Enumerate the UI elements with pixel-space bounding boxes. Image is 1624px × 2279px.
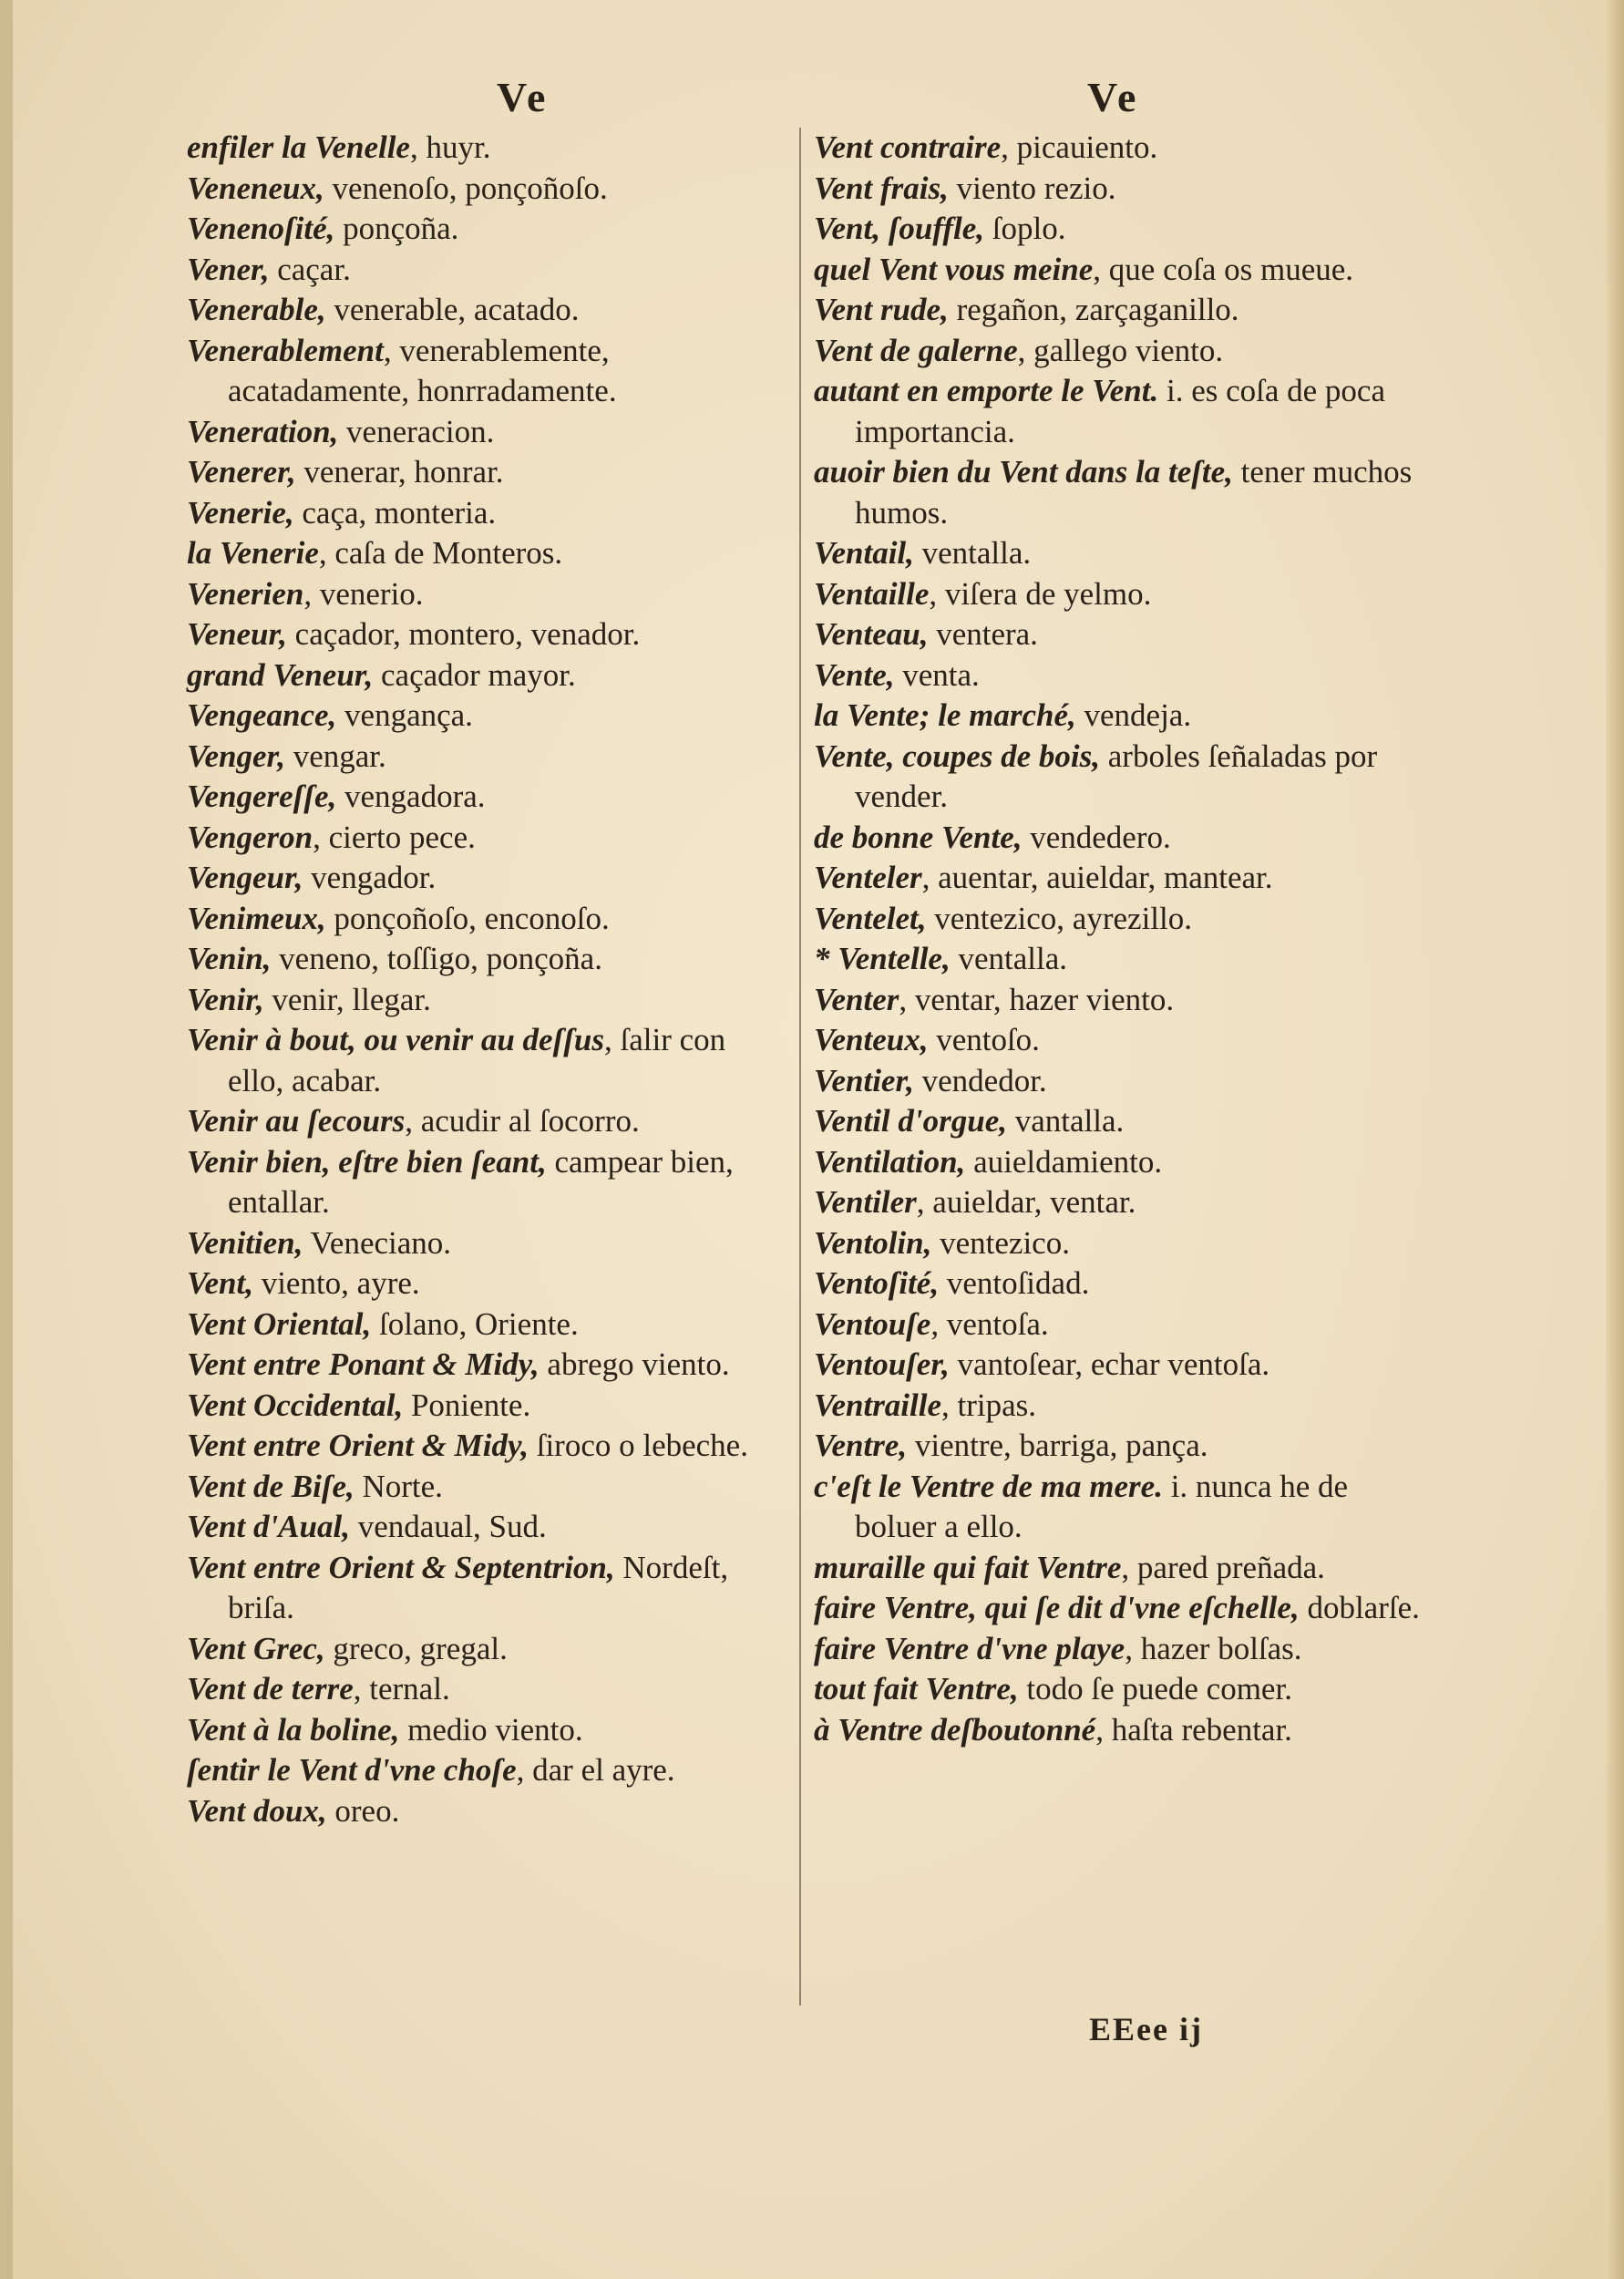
- dictionary-entry: [814, 290, 1429, 331]
- entry-headword: Vent à la boline,: [187, 1711, 400, 1748]
- entry-translation: caça, monteria.: [293, 494, 497, 531]
- entry-translation: vendedor.: [913, 1062, 1047, 1098]
- dictionary-entry: [187, 1426, 788, 1467]
- entry-translation: ponçoñoſo, enconoſo.: [325, 900, 610, 936]
- entry-translation: doblarſe.: [1299, 1590, 1420, 1625]
- entry-headword: Vengeance,: [187, 697, 337, 733]
- dictionary-entry: [814, 1588, 1429, 1629]
- entry-translation: , auentar, auieldar, mantear.: [921, 860, 1273, 895]
- dictionary-entry: [814, 1263, 1429, 1304]
- left-entry-list: [187, 128, 788, 1831]
- entry-translation: caçador mayor.: [373, 656, 576, 693]
- entry-headword: muraille qui fait Ventre: [814, 1549, 1122, 1585]
- dictionary-entry: [814, 1101, 1429, 1142]
- entry-translation: tener muchos humos.: [855, 454, 1413, 531]
- dictionary-entry: [814, 1386, 1429, 1427]
- entry-translation: , dar el ayre.: [516, 1752, 675, 1788]
- dictionary-entry: [814, 1548, 1429, 1589]
- entry-translation: , que coſa os mueue.: [1093, 251, 1354, 287]
- dictionary-entry: [187, 1669, 788, 1710]
- entry-headword: Vent Grec,: [187, 1630, 325, 1666]
- dictionary-entry: [187, 1791, 788, 1832]
- entry-translation: abrego viento.: [539, 1346, 730, 1382]
- entry-headword: Vent de galerne: [814, 332, 1018, 368]
- entry-headword: Ventolin,: [814, 1224, 932, 1261]
- entry-translation: , viſera de yelmo.: [929, 575, 1152, 612]
- dictionary-entry: [187, 1629, 788, 1670]
- entry-headword: Ventouſer,: [814, 1346, 950, 1382]
- entry-headword: Vent doux,: [187, 1792, 327, 1829]
- entry-translation: , ternal.: [353, 1671, 450, 1707]
- entry-headword: Venir au ſecours: [187, 1103, 406, 1139]
- entry-headword: tout fait Ventre,: [814, 1671, 1019, 1707]
- entry-translation: vientre, barriga, pança.: [907, 1428, 1208, 1463]
- dictionary-entry: [187, 1710, 788, 1751]
- dictionary-entry: [187, 1548, 788, 1629]
- entry-headword: Venger,: [187, 737, 285, 774]
- entry-translation: , haſta rebentar.: [1095, 1711, 1292, 1748]
- entry-translation: auieldamiento.: [965, 1143, 1163, 1180]
- dictionary-entry: [187, 696, 788, 737]
- entry-headword: Venerer,: [187, 454, 296, 490]
- entry-headword: Ventouſe: [814, 1305, 931, 1342]
- dictionary-entry: [187, 980, 788, 1021]
- entry-headword: ſentir le Vent d'vne choſe: [187, 1752, 517, 1788]
- entry-headword: faire Ventre d'vne playe: [814, 1630, 1125, 1666]
- entry-translation: vendeja.: [1075, 697, 1192, 733]
- entry-headword: Ventil d'orgue,: [814, 1103, 1007, 1139]
- entry-headword: Venir à bout, ou venir au deſſus: [187, 1022, 604, 1057]
- entry-translation: , caſa de Monteros.: [318, 535, 563, 571]
- dictionary-entry: [814, 1182, 1429, 1223]
- entry-headword: Venerablement: [187, 332, 384, 368]
- dictionary-entry: [814, 1142, 1429, 1183]
- dictionary-entry: [814, 655, 1429, 696]
- entry-translation: todo ſe puede comer.: [1018, 1671, 1292, 1707]
- entry-translation: , tripas.: [941, 1387, 1037, 1423]
- entry-headword: Vent de terre: [187, 1671, 354, 1707]
- dictionary-entry: [187, 899, 788, 940]
- entry-translation: ponçoña.: [334, 211, 459, 246]
- dictionary-entry: [187, 533, 788, 574]
- page-right-edge: [1606, 0, 1624, 2279]
- entry-headword: Vent,: [187, 1265, 253, 1301]
- entry-translation: viento rezio.: [948, 170, 1116, 206]
- entry-translation: , ventoſa.: [930, 1305, 1049, 1342]
- entry-headword: Ventelet,: [814, 900, 927, 936]
- dictionary-entry: [187, 858, 788, 899]
- dictionary-entry: [187, 1223, 788, 1264]
- entry-translation: oreo.: [326, 1792, 400, 1829]
- dictionary-entry: [187, 818, 788, 859]
- dictionary-entry: [187, 209, 788, 250]
- entry-headword: Vent d'Aual,: [187, 1509, 350, 1544]
- dictionary-entry: [814, 980, 1429, 1021]
- entry-translation: , pared preñada.: [1121, 1549, 1325, 1585]
- entry-headword: Venteau,: [814, 616, 929, 652]
- entry-headword: Vent Occidental,: [187, 1387, 404, 1423]
- entry-headword: Vent, ſouffle,: [814, 211, 984, 246]
- entry-translation: ſiroco o lebeche.: [528, 1428, 748, 1463]
- dictionary-entry: [814, 371, 1429, 452]
- left-running-header: Ve: [497, 74, 550, 120]
- entry-headword: * Ventelle,: [814, 941, 951, 976]
- entry-headword: Veneneux,: [187, 170, 324, 206]
- entry-translation: arboles ſeñaladas por vender.: [855, 737, 1378, 814]
- entry-headword: grand Veneur,: [187, 656, 374, 693]
- dictionary-entry: [814, 1304, 1429, 1346]
- entry-translation: greco, gregal.: [324, 1630, 508, 1666]
- entry-translation: vengança.: [336, 697, 473, 733]
- entry-translation: vendaual, Sud.: [349, 1509, 547, 1544]
- right-running-header: Ve: [1087, 74, 1140, 120]
- dictionary-entry: [814, 614, 1429, 655]
- dictionary-entry: [187, 169, 788, 210]
- entry-translation: , gallego viento.: [1017, 332, 1224, 368]
- dictionary-entry: [187, 1263, 788, 1304]
- entry-headword: Ventail,: [814, 535, 914, 571]
- entry-headword: Vent Oriental,: [187, 1305, 372, 1342]
- entry-translation: Poniente.: [403, 1387, 531, 1423]
- entry-headword: Venteux,: [814, 1022, 929, 1057]
- entry-headword: Venin,: [187, 941, 272, 976]
- entry-translation: caçar.: [269, 251, 351, 287]
- entry-translation: ventoſidad.: [939, 1265, 1090, 1301]
- entry-headword: Ventraille: [814, 1387, 942, 1423]
- entry-headword: de bonne Vente,: [814, 819, 1023, 855]
- column-divider: [799, 128, 801, 2006]
- entry-headword: à Ventre deſboutonné: [814, 1711, 1096, 1748]
- entry-translation: ventoſo.: [928, 1022, 1040, 1057]
- dictionary-entry: [814, 209, 1429, 250]
- entry-headword: Vent rude,: [814, 292, 949, 327]
- dictionary-entry: [187, 250, 788, 291]
- dictionary-entry: [187, 452, 788, 493]
- entry-translation: vantalla.: [1006, 1103, 1125, 1139]
- entry-translation: viento, ayre.: [252, 1265, 420, 1301]
- entry-translation: ventezico.: [931, 1224, 1070, 1261]
- dictionary-entry: [187, 1101, 788, 1142]
- dictionary-entry: [187, 574, 788, 615]
- entry-headword: Venir,: [187, 981, 264, 1017]
- dictionary-entry: [814, 818, 1429, 859]
- entry-translation: venerable, acatado.: [325, 292, 580, 327]
- entry-headword: Venimeux,: [187, 900, 326, 936]
- right-entry-list: [814, 128, 1429, 1750]
- entry-headword: Ventilation,: [814, 1143, 966, 1180]
- entry-translation: regañon, zarçaganillo.: [948, 292, 1239, 327]
- dictionary-entry: [814, 533, 1429, 574]
- entry-translation: , picauiento.: [1001, 129, 1158, 165]
- dictionary-entry: [814, 1426, 1429, 1467]
- entry-headword: Vent entre Orient & Midy,: [187, 1428, 529, 1463]
- dictionary-entry: [814, 331, 1429, 372]
- dictionary-entry: [814, 858, 1429, 899]
- entry-translation: ſoplo.: [984, 211, 1066, 246]
- entry-translation: vengador.: [303, 860, 437, 895]
- dictionary-entry: [814, 1020, 1429, 1061]
- entry-translation: i. nunca he de boluer a ello.: [855, 1468, 1349, 1544]
- entry-translation: venerar, honrar.: [295, 454, 504, 490]
- dictionary-entry: [187, 1345, 788, 1386]
- entry-headword: c'eſt le Ventre de ma mere.: [814, 1468, 1163, 1504]
- entry-headword: Venerable,: [187, 292, 326, 327]
- entry-translation: vendedero.: [1022, 819, 1171, 855]
- entry-translation: i. es coſa de poca importancia.: [855, 373, 1385, 449]
- dictionary-entry: [814, 737, 1429, 818]
- dictionary-entry: [814, 696, 1429, 737]
- entry-translation: , auieldar, ventar.: [916, 1184, 1136, 1220]
- entry-headword: enfiler la Venelle: [187, 129, 410, 165]
- entry-headword: quel Vent vous meine: [814, 251, 1094, 287]
- dictionary-entry: [187, 1386, 788, 1427]
- dictionary-entry: [814, 1669, 1429, 1710]
- entry-translation: venenoſo, ponçoñoſo.: [324, 170, 608, 206]
- entry-translation: vengar.: [284, 737, 386, 774]
- entry-translation: veneno, toſſigo, ponçoña.: [271, 941, 602, 976]
- entry-headword: Venenoſité,: [187, 211, 335, 246]
- dictionary-entry: [187, 331, 788, 412]
- entry-headword: Vente, coupes de bois,: [814, 737, 1101, 774]
- entry-headword: Vent entre Ponant & Midy,: [187, 1346, 540, 1382]
- dictionary-entry: [814, 1467, 1429, 1548]
- entry-headword: Vent contraire: [814, 129, 1002, 165]
- entry-headword: la Vente; le marché,: [814, 697, 1076, 733]
- entry-headword: Venerien: [187, 575, 304, 612]
- dictionary-entry: [187, 655, 788, 696]
- dictionary-entry: [814, 169, 1429, 210]
- entry-translation: vengadora.: [336, 779, 486, 814]
- entry-headword: Venir bien, eſtre bien ſeant,: [187, 1143, 547, 1180]
- entry-translation: medio viento.: [399, 1711, 583, 1748]
- entry-translation: , hazer bolſas.: [1125, 1630, 1302, 1666]
- entry-translation: , ſalir con ello, acabar.: [228, 1022, 726, 1098]
- entry-translation: ſolano, Oriente.: [371, 1305, 579, 1342]
- entry-headword: Vener,: [187, 251, 270, 287]
- dictionary-entry: [187, 1750, 788, 1791]
- entry-headword: Vent entre Orient & Septentrion,: [187, 1549, 615, 1585]
- entry-headword: Veneur,: [187, 616, 287, 652]
- entry-translation: , ventar, hazer viento.: [899, 981, 1175, 1017]
- dictionary-entry: [814, 574, 1429, 615]
- dictionary-entry: [187, 128, 788, 169]
- entry-headword: Ventre,: [814, 1428, 908, 1463]
- entry-headword: Venitien,: [187, 1224, 303, 1261]
- dictionary-entry: [814, 899, 1429, 940]
- dictionary-entry: [814, 128, 1429, 169]
- entry-headword: Vente,: [814, 656, 895, 693]
- entry-translation: , acudir al ſocorro.: [405, 1103, 640, 1139]
- entry-headword: Ventaille: [814, 575, 930, 612]
- entry-headword: Vengeur,: [187, 860, 303, 895]
- entry-headword: faire Ventre, qui ſe dit d'vne eſchelle,: [814, 1590, 1300, 1625]
- entry-headword: Ventiler: [814, 1184, 917, 1220]
- dictionary-entry: [187, 1507, 788, 1548]
- entry-translation: venta.: [894, 656, 980, 693]
- entry-headword: Venerie,: [187, 494, 294, 531]
- dictionary-entry: [187, 614, 788, 655]
- entry-translation: veneracion.: [338, 413, 495, 449]
- entry-headword: autant en emporte le Vent.: [814, 373, 1159, 408]
- dictionary-entry: [187, 1467, 788, 1508]
- entry-translation: , huyr.: [409, 129, 491, 165]
- dictionary-entry: [814, 1710, 1429, 1751]
- entry-headword: Vengeron: [187, 819, 313, 855]
- dictionary-entry: [814, 250, 1429, 291]
- entry-translation: ventalla.: [913, 535, 1032, 571]
- entry-translation: Nordeſt, briſa.: [228, 1549, 729, 1625]
- dictionary-entry: [814, 1061, 1429, 1102]
- entry-headword: Vent frais,: [814, 170, 949, 206]
- entry-headword: Veneration,: [187, 413, 339, 449]
- entry-headword: la Venerie: [187, 535, 319, 571]
- entry-translation: , cierto pece.: [313, 819, 476, 855]
- entry-translation: caçador, montero, venador.: [286, 616, 641, 652]
- dictionary-entry: [187, 493, 788, 534]
- entry-translation: ventera.: [928, 616, 1038, 652]
- entry-translation: vantoſear, echar ventoſa.: [949, 1346, 1270, 1382]
- entry-headword: Venter: [814, 981, 899, 1017]
- entry-translation: campear bien, entallar.: [228, 1143, 734, 1220]
- entry-translation: ventalla.: [950, 941, 1067, 976]
- entry-headword: auoir bien du Vent dans la teſte,: [814, 454, 1233, 490]
- dictionary-entry: [187, 939, 788, 980]
- entry-translation: Norte.: [354, 1468, 443, 1504]
- dictionary-entry: [814, 1223, 1429, 1264]
- entry-headword: Ventier,: [814, 1062, 914, 1098]
- dictionary-entry: [187, 777, 788, 818]
- page-left-edge: [0, 0, 13, 2279]
- entry-headword: Ventoſité,: [814, 1265, 940, 1301]
- dictionary-entry: [187, 1020, 788, 1101]
- dictionary-entry: [814, 1345, 1429, 1386]
- dictionary-entry: [187, 1142, 788, 1223]
- entry-headword: Vengereſſe,: [187, 779, 337, 814]
- entry-translation: Veneciano.: [303, 1224, 452, 1261]
- dictionary-entry: [814, 452, 1429, 533]
- signature-mark: EEee ij: [1089, 2011, 1203, 2047]
- dictionary-entry: [187, 412, 788, 453]
- dictionary-entry: [187, 1304, 788, 1346]
- dictionary-entry: [187, 290, 788, 331]
- entry-translation: , venerablemente, acatadamente, honrradamente.: [228, 332, 617, 408]
- dictionary-entry: [814, 939, 1429, 980]
- entry-headword: Venteler: [814, 860, 922, 895]
- dictionary-entry: [814, 1629, 1429, 1670]
- entry-translation: , venerio.: [303, 575, 424, 612]
- dictionary-entry: [187, 737, 788, 778]
- entry-headword: Vent de Biſe,: [187, 1468, 355, 1504]
- entry-translation: venir, llegar.: [263, 981, 431, 1017]
- entry-translation: ventezico, ayrezillo.: [926, 900, 1192, 936]
